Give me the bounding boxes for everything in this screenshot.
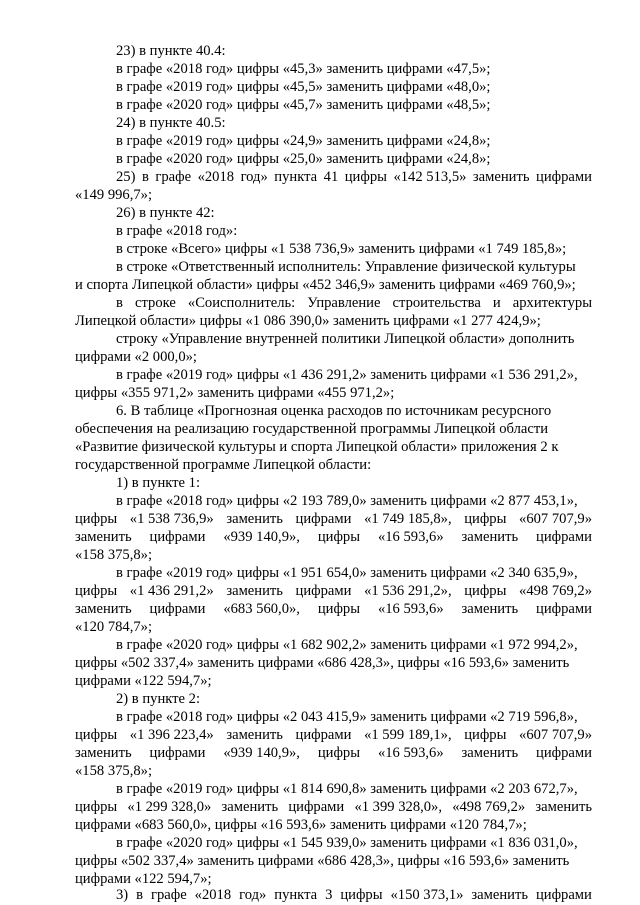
text-line: Липецкой области» цифры «1 086 390,0» заменить цифрами «1 277 424,9»; bbox=[75, 313, 541, 329]
text-line: цифрами «2 000,0»; bbox=[75, 349, 197, 365]
word: год» bbox=[239, 887, 267, 903]
text-line: 26) в пункте 42: bbox=[116, 205, 215, 221]
word: цифрами bbox=[536, 529, 592, 545]
word: цифры bbox=[317, 601, 361, 617]
word: заменить bbox=[461, 529, 519, 545]
text-line bbox=[116, 886, 592, 904]
word: заменить bbox=[472, 169, 530, 185]
text-line bbox=[116, 168, 592, 186]
text-line bbox=[116, 294, 592, 312]
word: цифрами bbox=[149, 529, 206, 545]
word: «498 769,2» bbox=[452, 799, 526, 815]
word: заменить bbox=[226, 511, 283, 527]
word: год» bbox=[240, 169, 268, 185]
word: «16 593,6» bbox=[377, 529, 444, 545]
word: «607 707,9» bbox=[519, 511, 592, 527]
word: 3) bbox=[116, 887, 129, 903]
text-line: в графе «2018 год»: bbox=[116, 223, 238, 239]
word: цифрами bbox=[536, 745, 592, 761]
text-line: в графе «2020 год» цифры «1 682 902,2» заменить цифрами «1 972 994,2», bbox=[116, 637, 578, 653]
word: «939 140,9», bbox=[223, 529, 300, 545]
word: «1 536 291,2», bbox=[364, 583, 452, 599]
word: заменить bbox=[221, 799, 279, 815]
text-line bbox=[75, 744, 592, 762]
text-line bbox=[75, 600, 592, 618]
word: «1 538 736,9» bbox=[129, 511, 214, 527]
text-line: в графе «2019 год» цифры «45,5» заменить цифрами «48,0»; bbox=[116, 79, 491, 95]
text-line: в графе «2018 год» цифры «2 193 789,0» заменить цифрами «2 877 453,1», bbox=[116, 493, 578, 509]
text-line: цифры «502 337,4» заменить цифрами «686 428,3», цифры «16 593,6» заменить bbox=[75, 655, 570, 671]
text-line bbox=[75, 798, 592, 816]
text-line: в графе «2018 год» цифры «45,3» заменить цифрами «47,5»; bbox=[116, 61, 491, 77]
text-line: цифры «502 337,4» заменить цифрами «686 428,3», цифры «16 593,6» заменить bbox=[75, 853, 570, 869]
text-line: «Развитие физической культуры и спорта Липецкой области» приложения 2 к bbox=[75, 439, 559, 455]
word: цифрами bbox=[536, 169, 592, 185]
word: цифры bbox=[464, 727, 507, 743]
word: архитектуры bbox=[512, 295, 592, 311]
text-line: в строке «Всего» цифры «1 538 736,9» заменить цифрами «1 749 185,8»; bbox=[116, 241, 567, 257]
word: заменить bbox=[75, 745, 132, 761]
word: цифры bbox=[340, 887, 383, 903]
word: заменить bbox=[535, 799, 592, 815]
word: в bbox=[141, 169, 149, 185]
word: цифры bbox=[75, 799, 118, 815]
word: цифрами bbox=[149, 601, 206, 617]
word: «1 396 223,4» bbox=[129, 727, 214, 743]
text-line: и спорта Липецкой области» цифры «452 346,9» заменить цифрами «469 760,9»; bbox=[75, 277, 576, 293]
word: заменить bbox=[226, 727, 283, 743]
word: «498 769,2» bbox=[519, 583, 592, 599]
text-line: «149 996,7»; bbox=[75, 187, 153, 203]
text-line: в графе «2019 год» цифры «1 436 291,2» заменить цифрами «1 536 291,2», bbox=[116, 367, 578, 383]
text-line: 23) в пункте 40.4: bbox=[116, 43, 226, 59]
word: 3 bbox=[325, 887, 333, 903]
word: Управление bbox=[307, 295, 381, 311]
text-line: в графе «2019 год» цифры «1 951 654,0» заменить цифрами «2 340 635,9», bbox=[116, 565, 578, 581]
word: «16 593,6» bbox=[377, 745, 444, 761]
text-line: «158 375,8»; bbox=[75, 547, 153, 563]
word: цифры bbox=[75, 727, 118, 743]
text-line: 24) в пункте 40.5: bbox=[116, 115, 226, 131]
text-line bbox=[75, 528, 592, 546]
word: «1 749 185,8», bbox=[364, 511, 452, 527]
word: «939 140,9», bbox=[223, 745, 300, 761]
word: в bbox=[116, 295, 123, 311]
word: заменить bbox=[75, 529, 132, 545]
text-line: в графе «2020 год» цифры «45,7» заменить цифрами «48,5»; bbox=[116, 97, 491, 113]
word: графе bbox=[150, 887, 187, 903]
text-line: «158 375,8»; bbox=[75, 763, 153, 779]
word: «Соисполнитель: bbox=[187, 295, 296, 311]
word: «1 299 328,0» bbox=[127, 799, 212, 815]
word: заменить bbox=[461, 745, 519, 761]
word: «607 707,9» bbox=[519, 727, 592, 743]
text-line: цифрами «122 594,7»; bbox=[75, 871, 212, 887]
word: «683 560,0», bbox=[223, 601, 300, 617]
word: заменить bbox=[226, 583, 283, 599]
word: заменить bbox=[471, 887, 528, 903]
word: «150 373,1» bbox=[390, 887, 464, 903]
word: пункта bbox=[274, 887, 318, 903]
word: и bbox=[492, 295, 501, 311]
word: заменить bbox=[75, 601, 132, 617]
word: «2018 bbox=[194, 887, 232, 903]
word: пункта bbox=[274, 169, 318, 185]
word: 41 bbox=[323, 169, 339, 185]
word: цифрами bbox=[295, 583, 352, 599]
word: «142 513,5» bbox=[393, 169, 467, 185]
word: цифрами bbox=[536, 601, 592, 617]
word: цифрами bbox=[295, 511, 352, 527]
text-line: в строке «Ответственный исполнитель: Управление физической культуры bbox=[116, 259, 576, 275]
text-line bbox=[75, 582, 592, 600]
word: цифры bbox=[75, 583, 118, 599]
text-line: 1) в пункте 1: bbox=[116, 475, 201, 491]
word: цифры bbox=[75, 511, 118, 527]
word: заменить bbox=[461, 601, 519, 617]
text-line: в графе «2019 год» цифры «24,9» заменить цифрами «24,8»; bbox=[116, 133, 491, 149]
word: цифрами bbox=[295, 727, 352, 743]
word: строительства bbox=[392, 295, 481, 311]
word: «16 593,6» bbox=[377, 601, 444, 617]
text-line: государственной программе Липецкой области: bbox=[75, 457, 372, 473]
word: цифры bbox=[464, 511, 507, 527]
word: «1 399 328,0», bbox=[354, 799, 442, 815]
text-line: обеспечения на реализацию государственной программы Липецкой области bbox=[75, 421, 549, 437]
text-line bbox=[75, 510, 592, 528]
word: графе bbox=[155, 169, 192, 185]
text-line bbox=[75, 726, 592, 744]
text-line: в графе «2019 год» цифры «1 814 690,8» заменить цифрами «2 203 672,7», bbox=[116, 781, 578, 797]
text-line: в графе «2018 год» цифры «2 043 415,9» заменить цифрами «2 719 596,8», bbox=[116, 709, 578, 725]
word: цифрами bbox=[288, 799, 345, 815]
word: цифрами bbox=[535, 887, 592, 903]
text-line: в графе «2020 год» цифры «1 545 939,0» заменить цифрами «1 836 031,0», bbox=[116, 835, 578, 851]
word: строке bbox=[134, 295, 176, 311]
text-line: 6. В таблице «Прогнозная оценка расходов по источникам ресурсного bbox=[116, 403, 552, 419]
text-line: «120 784,7»; bbox=[75, 619, 153, 635]
text-line: цифры «355 971,2» заменить цифрами «455 971,2»; bbox=[75, 385, 395, 401]
text-line: 2) в пункте 2: bbox=[116, 691, 201, 707]
text-line: цифрами «122 594,7»; bbox=[75, 673, 212, 689]
word: «1 436 291,2» bbox=[129, 583, 214, 599]
word: 25) bbox=[116, 169, 136, 185]
word: «2018 bbox=[197, 169, 235, 185]
word: цифрами bbox=[149, 745, 206, 761]
text-line: в графе «2020 год» цифры «25,0» заменить цифрами «24,8»; bbox=[116, 151, 491, 167]
word: цифры bbox=[317, 745, 361, 761]
text-line: строку «Управление внутренней политики Липецкой области» дополнить bbox=[116, 331, 575, 347]
word: цифры bbox=[317, 529, 361, 545]
word: в bbox=[136, 887, 144, 903]
word: «1 599 189,1», bbox=[364, 727, 452, 743]
word: цифры bbox=[344, 169, 387, 185]
word: цифры bbox=[464, 583, 507, 599]
text-line: цифрами «683 560,0», цифры «16 593,6» заменить цифрами «120 784,7»; bbox=[75, 817, 527, 833]
